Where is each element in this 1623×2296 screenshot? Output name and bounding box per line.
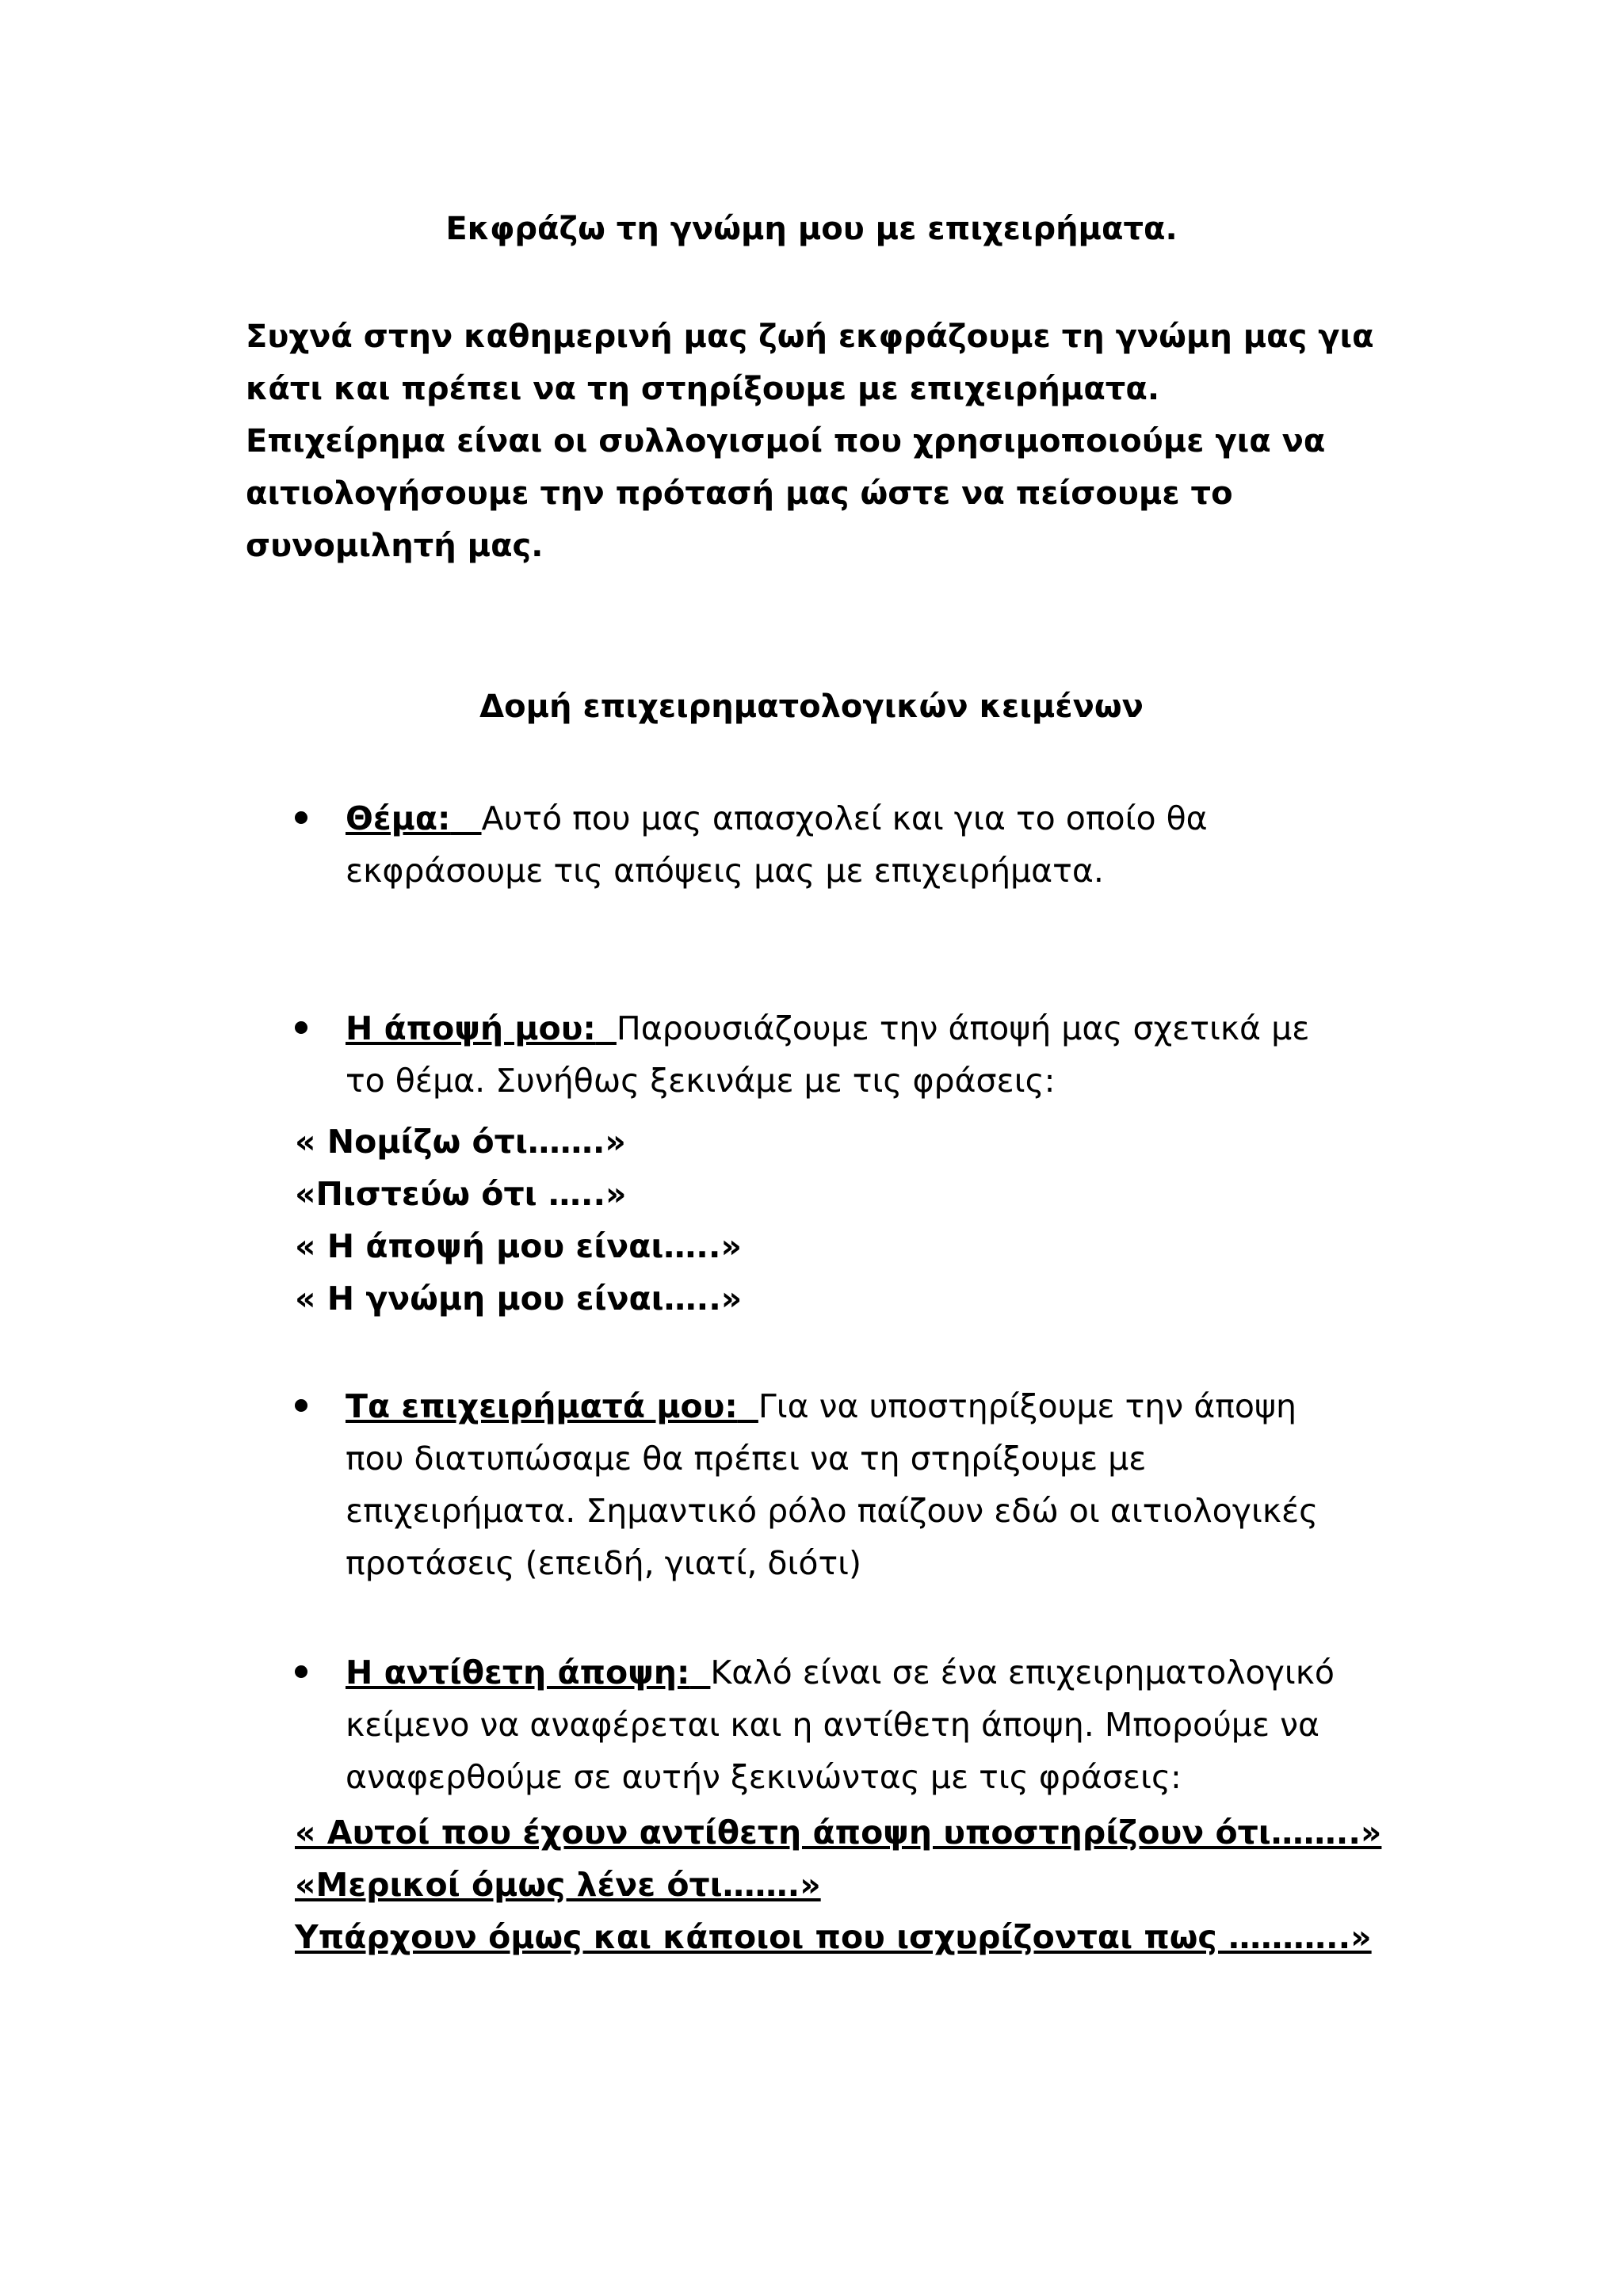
intro-line: κάτι και πρέπει να τη στηρίξουμε με επιχειρήματα. bbox=[246, 371, 1160, 407]
intro-line: Συχνά στην καθημερινή μας ζωή εκφράζουμε τη γνώμη μας για bbox=[246, 318, 1374, 355]
intro-line: συνομιλητή μας. bbox=[246, 528, 544, 564]
bullet-icon bbox=[295, 1399, 307, 1412]
bullet-text bbox=[346, 1002, 1439, 1107]
bullet-line-text: Καλό είναι σε ένα επιχειρηματολογικό bbox=[710, 1653, 1335, 1691]
term-underline-gap bbox=[738, 1380, 758, 1432]
bullet-text bbox=[346, 1646, 1439, 1803]
bullet-line bbox=[346, 1646, 1439, 1699]
bullet-line bbox=[346, 1002, 1439, 1055]
bullet-line: που διατυπώσαμε θα πρέπει να τη στηρίξουμε με bbox=[346, 1440, 1147, 1478]
bullet-term: Η άποψή μου: bbox=[346, 1009, 596, 1047]
bullet-line: προτάσεις (επειδή, γιατί, διότι) bbox=[346, 1544, 862, 1582]
bullet-line: επιχειρήματα. Σημαντικό ρόλο παίζουν εδώ οι αιτιολογικές bbox=[346, 1492, 1319, 1530]
bullet-term: Τα επιχειρήματά μου: bbox=[346, 1387, 738, 1425]
phrase-line: Υπάρχουν όμως και κάποιοι που ισχυρίζονται πως ………..» bbox=[295, 1918, 1372, 1956]
opposing-phrases bbox=[295, 1806, 1452, 1963]
bullet-line bbox=[346, 792, 1439, 845]
bullet-icon bbox=[295, 1021, 307, 1034]
bullet-icon bbox=[295, 1665, 307, 1678]
bullet-line: αναφερθούμε σε αυτήν ξεκινώντας με τις φράσεις: bbox=[346, 1758, 1182, 1796]
section-title: Δομή επιχειρηματολογικών κειμένων bbox=[479, 688, 1144, 725]
term-underline-gap bbox=[596, 1002, 617, 1055]
opinion-phrases bbox=[295, 1116, 1452, 1325]
bullet-text bbox=[346, 1380, 1439, 1589]
phrase-line: «Μερικοί όμως λένε ότι…….» bbox=[295, 1866, 821, 1904]
bullet-line bbox=[346, 1380, 1439, 1432]
phrase-line: « Η άποψή μου είναι…..» bbox=[295, 1227, 742, 1265]
term-underline-gap bbox=[689, 1646, 710, 1699]
phrase-line: « Η γνώμη μου είναι…..» bbox=[295, 1280, 743, 1318]
bullet-line: εκφράσουμε τις απόψεις μας με επιχειρήματα. bbox=[346, 852, 1104, 890]
bullet-term: Θέμα: bbox=[346, 799, 451, 837]
phrase-line: « Νομίζω ότι…….» bbox=[295, 1123, 626, 1161]
bullet-text bbox=[346, 792, 1439, 897]
intro-line: αιτιολογήσουμε την πρότασή μας ώστε να πείσουμε το bbox=[246, 475, 1233, 512]
phrase-line: « Αυτοί που έχουν αντίθετη άποψη υποστηρίζουν ότι……..» bbox=[295, 1814, 1382, 1852]
phrase-line: «Πιστεύω ότι …..» bbox=[295, 1175, 627, 1213]
bullet-term: Η αντίθετη άποψη: bbox=[346, 1653, 690, 1691]
document-title: Εκφράζω τη γνώμη μου με επιχειρήματα. bbox=[445, 211, 1178, 247]
bullet-line: το θέμα. Συνήθως ξεκινάμε με τις φράσεις: bbox=[346, 1062, 1056, 1100]
bullet-line-text: Αυτό που μας απασχολεί και για το οποίο θα bbox=[481, 799, 1208, 837]
intro-paragraph bbox=[246, 311, 1403, 572]
bullet-line: κείμενο να αναφέρεται και η αντίθετη άποψη. Μπορούμε να bbox=[346, 1706, 1320, 1744]
term-underline-gap bbox=[450, 792, 481, 845]
intro-line: Επιχείρημα είναι οι συλλογισμοί που χρησιμοποιούμε για να bbox=[246, 423, 1326, 460]
bullet-line-text: Παρουσιάζουμε την άποψή μας σχετικά με bbox=[616, 1009, 1310, 1047]
bullet-icon bbox=[295, 811, 307, 824]
bullet-line-text: Για να υποστηρίξουμε την άποψη bbox=[758, 1387, 1297, 1425]
